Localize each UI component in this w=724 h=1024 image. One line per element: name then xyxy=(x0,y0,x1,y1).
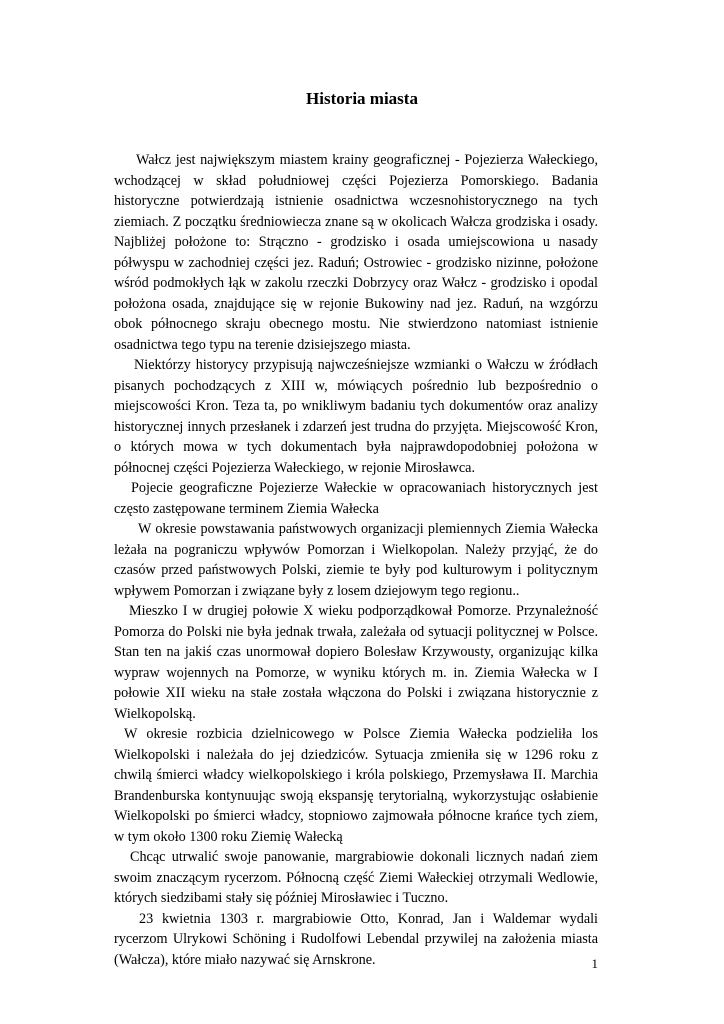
paragraph-7: Chcąc utrwalić swoje panowanie, margrabiowie dokonali licznych nadań ziem swoim znaczącym rycerzom. Północną część Ziemi Wałeckiej otrzymali Wedlowie, których siedzibami stały się później Mirosławiec i Tuczno. xyxy=(114,849,598,906)
document-body xyxy=(114,150,598,970)
paragraph-6: W okresie rozbicia dzielnicowego w Polsce Ziemia Wałecka podzieliła los Wielkopolski i należała do jej dziedziców. Sytuacja zmieniła się w 1296 roku z chwilą śmierci władcy wielkopolskiego i króla polskiego, Przemysława II. Marchia Brandenburska kontynuując swoją ekspansję terytorialną, wykorzystując osłabienie Wielkopolski po śmierci władcy, stopniowo zajmowała północne krańce tych ziem, w tym około 1300 roku Ziemię Wałecką xyxy=(114,726,598,845)
paragraph-3: Pojecie geograficzne Pojezierze Wałeckie w opracowaniach historycznych jest często zastępowane terminem Ziemia Wałecka xyxy=(114,480,598,517)
paragraph-8: 23 kwietnia 1303 r. margrabiowie Otto, Konrad, Jan i Waldemar wydali rycerzom Ulrykowi Schöning i Rudolfowi Lebendal przywilej na założenia miasta (Wałcza), które miało nazywać się Arnskrone. xyxy=(114,910,598,968)
paragraph-2: Niektórzy historycy przypisują najwcześniejsze wzmianki o Wałczu w źródłach pisanych pochodzących z XIII w, mówiących pośrednio lub bezpośrednio o miejscowości Kron. Teza ta, po wnikliwym badaniu tych dokumentów oraz analizy historycznej innych przesłanek i zdarzeń jest trudna do przyjęta. Miejscowość Kron, o których mowa w tych dokumentach była najprawdopodobniej położona w północnej części Pojezierza Wałeckiego, w rejonie Mirosławca. xyxy=(114,357,598,476)
paragraph-1: Wałcz jest największym miastem krainy geograficznej - Pojezierza Wałeckiego, wchodzącej w skład południowej części Pojezierza Pomorskiego. Badania historyczne potwierdzają istnienie osadnictwa wczesnohistorycznego na tych ziemiach. Z początku średniowiecza znane są w okolicach Wałcza grodziska i osady. Najbliżej położone to: Strączno - grodzisko i osada umiejscowiona u nasady półwyspu w zachodniej części jez. Raduń; Ostrowiec - grodzisko nizinne, położone wśród podmokłych łąk w zakolu rzeczki Dobrzycy oraz Wałcz - grodzisko i opodal położona osada, znajdujące się w rejonie Bukowiny nad jez. Raduń, na wzgórzu obok północnego skraju obecnego mostu. Nie stwierdzono natomiast istnienie osadnictwa tego typu na terenie dzisiejszego miasta. xyxy=(114,152,598,353)
paragraph-5: Mieszko I w drugiej połowie X wieku podporządkował Pomorze. Przynależność Pomorza do Polski nie była jednak trwała, zależała od sytuacji politycznej w Polsce. Stan ten na jakiś czas unormował dopiero Bolesław Krzywousty, organizując kilka wypraw wojennych na Pomorze, w wyniku których m. in. Ziemia Wałecka w I połowie XII wieku na stałe została włączona do Polski i związana historycznie z Wielkopolską. xyxy=(114,603,598,722)
page-title: Historia miasta xyxy=(306,89,418,108)
paragraph-4: W okresie powstawania państwowych organizacji plemiennych Ziemia Wałecka leżała na pograniczu wpływów Pomorzan i Wielkopolan. Należy przyjąć, że do czasów przed państwowych Polski, ziemie te były pod kulturowym i politycznym wpływem Pomorzan i związane były z losem dziejowym tego regionu.. xyxy=(114,521,598,599)
page-number: 1 xyxy=(591,956,598,971)
